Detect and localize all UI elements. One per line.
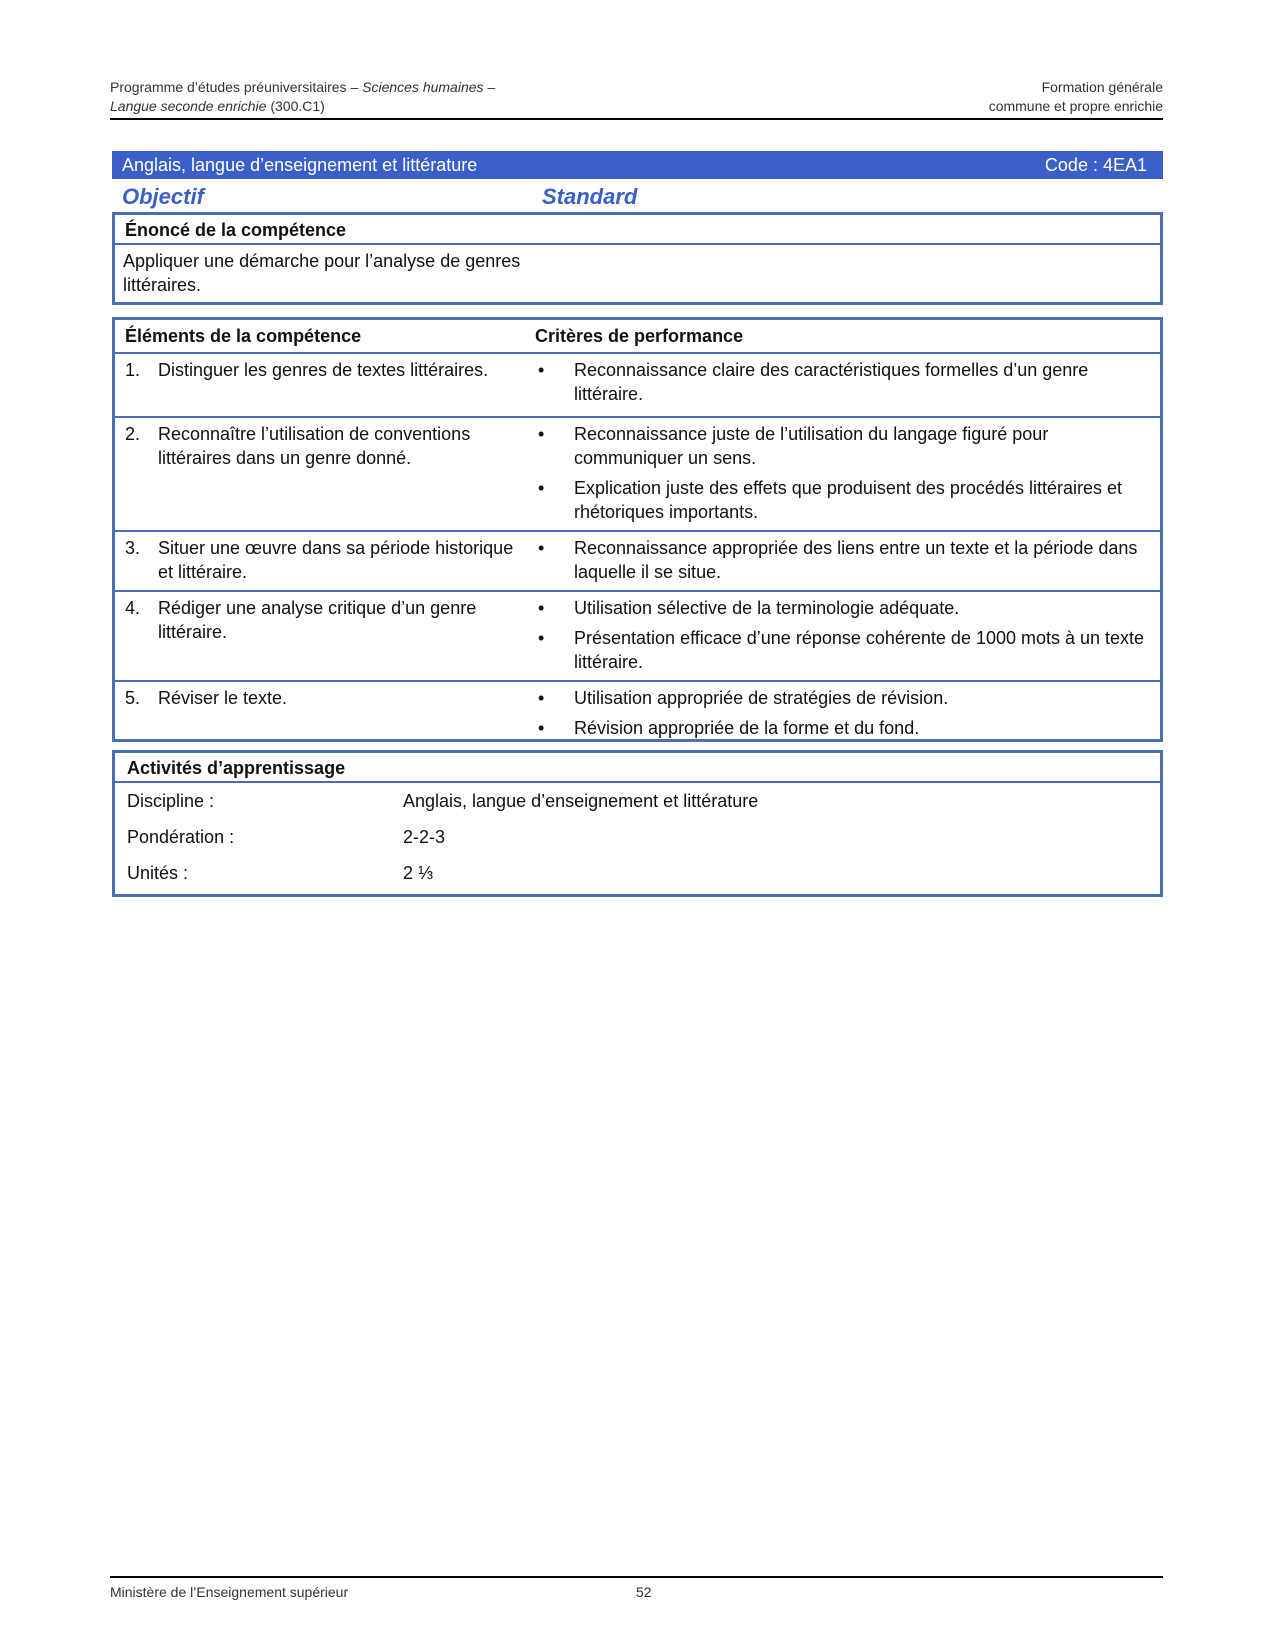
criterion — [535, 536, 1150, 584]
element-row — [115, 682, 1160, 744]
discipline-value: Anglais, langue d’enseignement et littérature — [403, 790, 759, 811]
elements-heading: Éléments de la compétence — [125, 325, 362, 346]
page-header — [110, 78, 1163, 120]
criterion — [535, 596, 1150, 620]
criterion-text: Révision appropriée de la forme et du fond. — [574, 718, 920, 738]
header-line-2 — [110, 97, 1163, 116]
element-row — [115, 354, 1160, 418]
criterion-text: Reconnaissance juste de l’utilisation du langage figuré pour communiquer un sens. — [574, 424, 1049, 468]
header-language-code: (300.C1) — [266, 98, 325, 114]
header-language — [110, 97, 325, 116]
element-cell — [115, 358, 535, 416]
footer-ministry: Ministère de l’Enseignement supérieur — [110, 1584, 349, 1600]
standard-label: Standard — [542, 184, 638, 209]
page-number: 52 — [636, 1584, 652, 1600]
unites-label: Unités : — [127, 862, 189, 883]
bullet-icon: • — [538, 360, 545, 380]
criteria-list — [535, 358, 1160, 416]
page-footer — [110, 1576, 1163, 1600]
criterion — [535, 476, 1150, 524]
header-program-suffix: – — [483, 79, 496, 95]
criterion-text: Utilisation appropriée de stratégies de révision. — [574, 688, 949, 708]
element-number: 3. — [125, 538, 141, 558]
element-cell — [115, 686, 535, 744]
criterion-text: Reconnaissance claire des caractéristiques formelles d’un genre littéraire. — [574, 360, 1089, 404]
header-formation: Formation générale — [1041, 79, 1163, 95]
criteria-list — [535, 596, 1160, 680]
discipline-label: Discipline : — [127, 790, 215, 811]
element-text: Situer une œuvre dans sa période historique et littéraire. — [158, 538, 514, 582]
discipline-row — [115, 783, 1160, 819]
activities-box — [112, 750, 1163, 897]
ponderation-value: 2-2-3 — [403, 826, 446, 847]
ponderation-row — [115, 819, 1160, 855]
element-cell — [115, 536, 535, 590]
header-formation-type: commune et propre enrichie — [988, 98, 1163, 114]
element-row — [115, 418, 1160, 532]
objectif-label: Objectif — [122, 184, 204, 209]
element-number: 4. — [125, 598, 141, 618]
criterion — [535, 626, 1150, 674]
bullet-icon: • — [538, 478, 545, 498]
element-text: Distinguer les genres de textes littéraires. — [158, 360, 489, 380]
header-program-italic: Sciences humaines — [362, 79, 484, 95]
ponderation-label: Pondération : — [127, 826, 235, 847]
unites-value: 2 ⅓ — [403, 862, 434, 883]
unites-row — [115, 855, 1160, 891]
element-cell — [115, 596, 535, 680]
bullet-icon: • — [538, 718, 545, 738]
criteria-list — [535, 422, 1160, 530]
bullet-icon: • — [538, 628, 545, 648]
criterion-text: Explication juste des effets que produisent des procédés littéraires et rhétoriques importants. — [574, 478, 1122, 522]
criteria-list — [535, 686, 1160, 744]
element-row — [115, 592, 1160, 682]
bullet-icon: • — [538, 598, 545, 618]
criterion — [535, 422, 1150, 470]
element-text: Rédiger une analyse critique d’un genre littéraire. — [158, 598, 477, 642]
enonce-heading: Énoncé de la compétence — [115, 215, 1160, 245]
elements-box — [112, 317, 1163, 742]
header-program-prefix: Programme d’études préuniversitaires – — [110, 79, 363, 95]
element-row — [115, 532, 1160, 592]
criteria-list — [535, 536, 1160, 590]
criterion — [535, 716, 1150, 740]
criteria-heading: Critères de performance — [535, 325, 744, 346]
header-program — [110, 78, 495, 97]
element-cell — [115, 422, 535, 530]
elements-header-row — [115, 320, 1160, 354]
element-number: 1. — [125, 360, 141, 380]
course-code: Code : 4EA1 — [1044, 154, 1147, 175]
criterion-text: Utilisation sélective de la terminologie adéquate. — [574, 598, 960, 618]
criterion — [535, 686, 1150, 710]
enonce-box — [112, 212, 1163, 305]
course-title: Anglais, langue d’enseignement et littérature — [122, 154, 478, 175]
enonce-text: Appliquer une démarche pour l’analyse de genres littéraires. — [123, 251, 521, 295]
bullet-icon: • — [538, 538, 545, 558]
course-title-bar — [112, 151, 1163, 179]
element-text: Réviser le texte. — [158, 688, 288, 708]
header-line-1 — [110, 78, 1163, 97]
criterion — [535, 358, 1150, 406]
bullet-icon: • — [538, 424, 545, 444]
bullet-icon: • — [538, 688, 545, 708]
element-text: Reconnaître l’utilisation de conventions littéraires dans un genre donné. — [158, 424, 471, 468]
element-number: 5. — [125, 688, 141, 708]
objective-standard-labels — [122, 184, 1163, 212]
header-language-italic: Langue seconde enrichie — [110, 98, 267, 114]
criterion-text: Présentation efficace d’une réponse cohérente de 1000 mots à un texte littéraire. — [574, 628, 1145, 672]
activities-heading: Activités d’apprentissage — [115, 753, 1160, 783]
criterion-text: Reconnaissance appropriée des liens entre un texte et la période dans laquelle il se situe. — [574, 538, 1138, 582]
element-number: 2. — [125, 424, 141, 444]
